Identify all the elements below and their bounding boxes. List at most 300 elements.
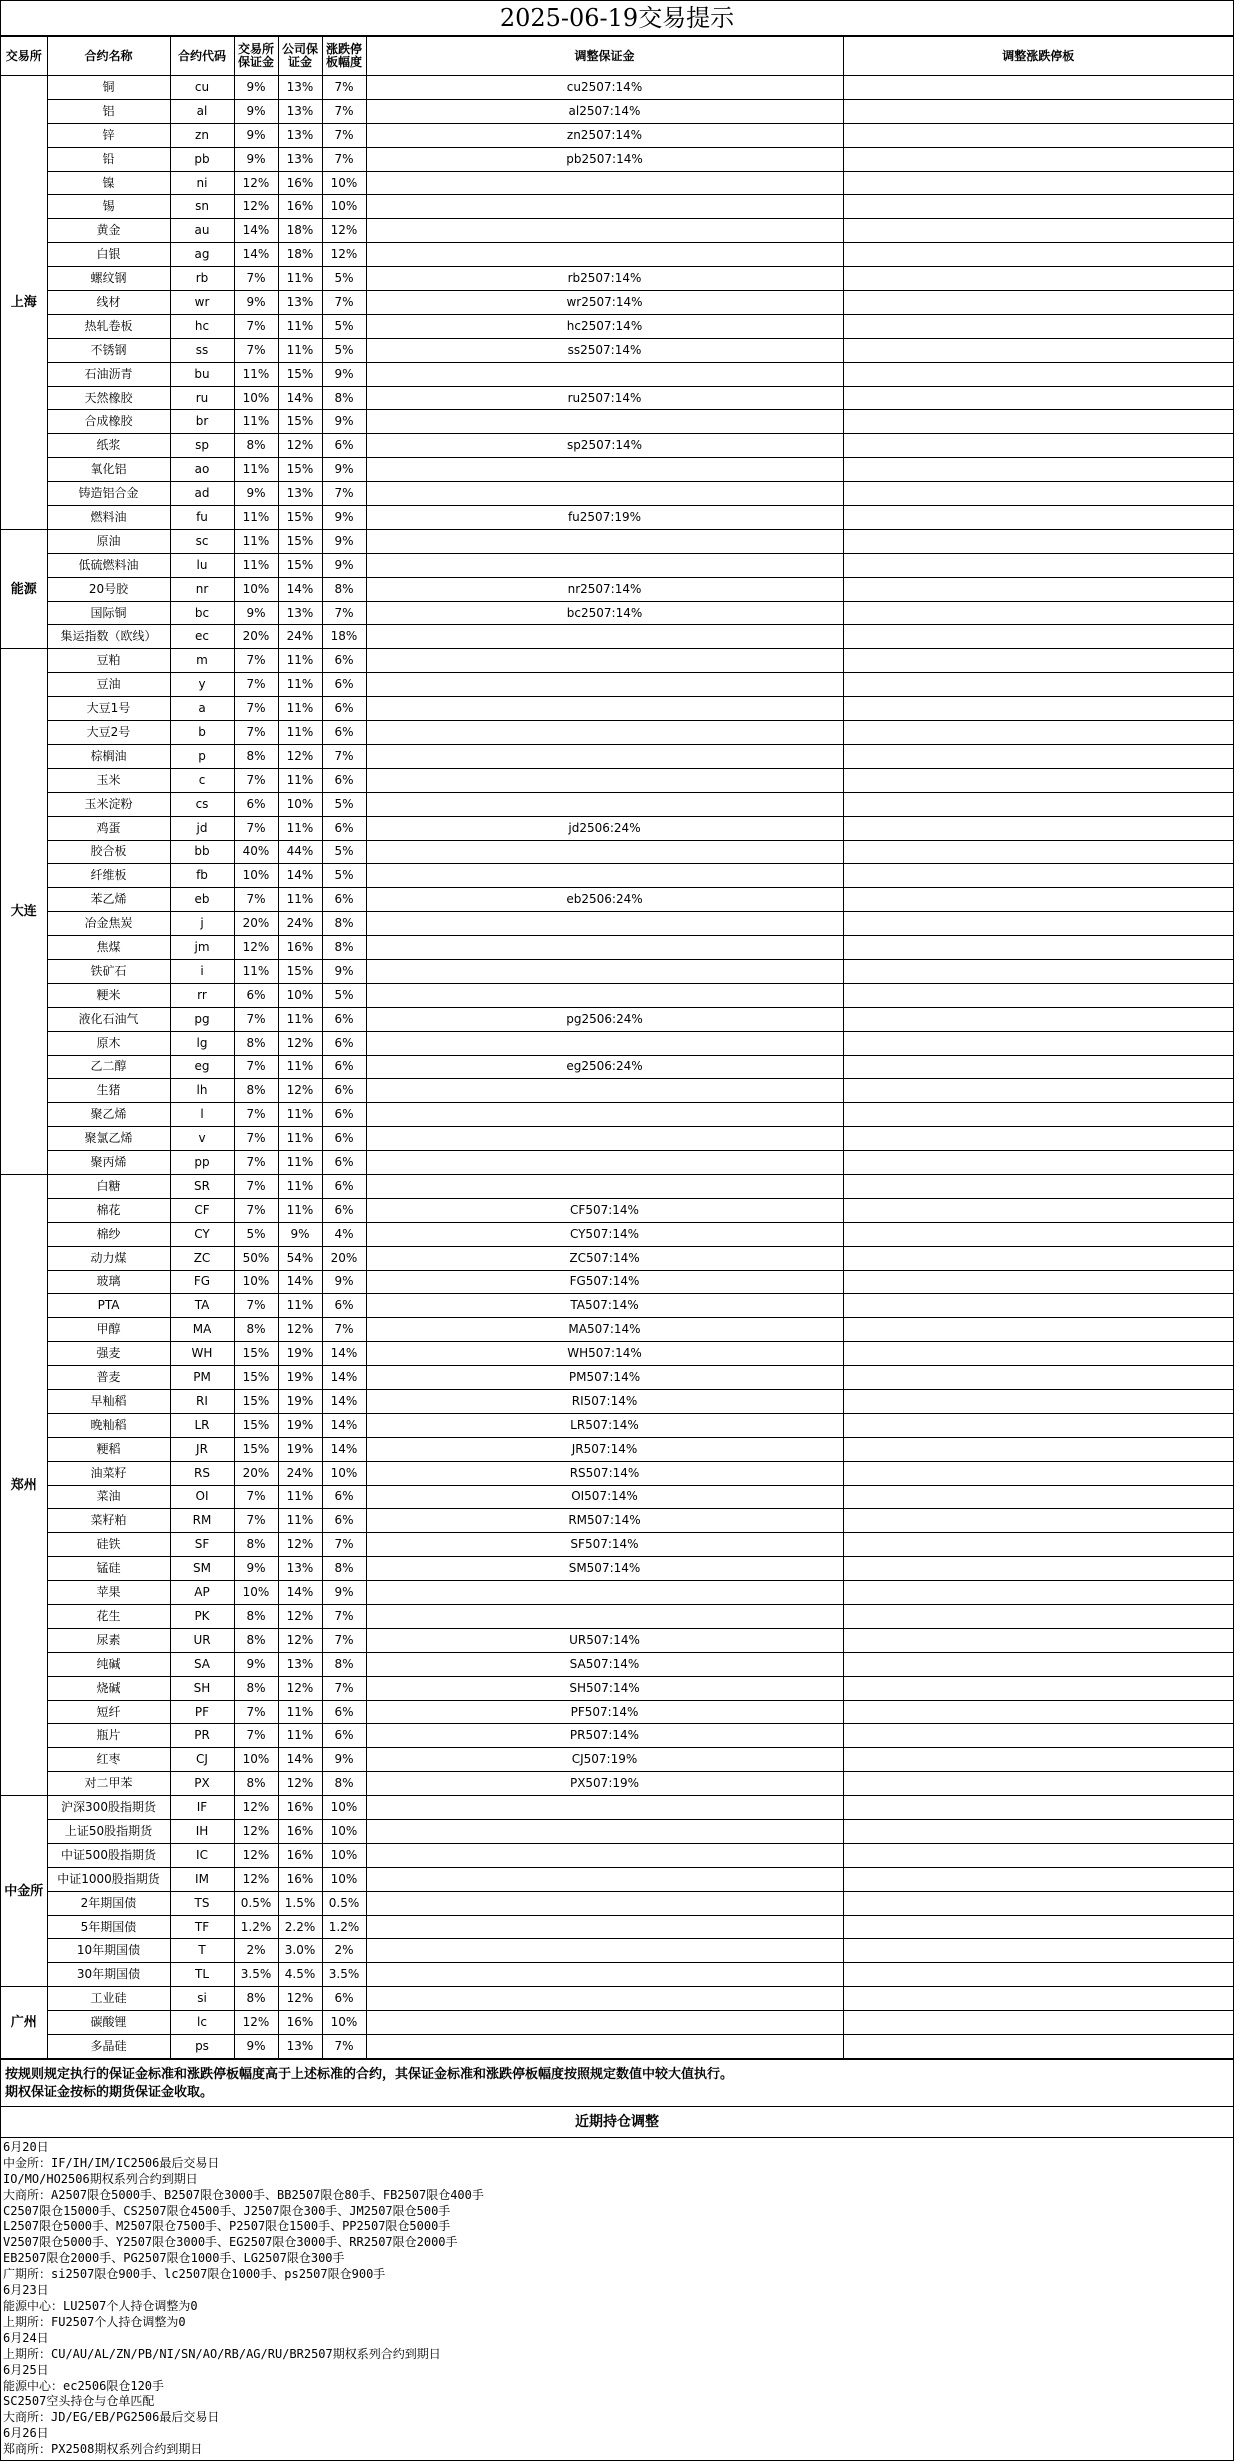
adjust-margin-cell (366, 840, 843, 864)
contract-name-cell: 锡 (47, 195, 170, 219)
adjust-margin-cell (366, 1963, 843, 1987)
adjust-margin-cell: ZC507:14% (366, 1246, 843, 1270)
adjust-margin-cell (366, 1151, 843, 1175)
adjust-limit-cell (843, 267, 1233, 291)
table-row (1, 1748, 1233, 1772)
table-row (1, 1389, 1233, 1413)
contract-name-cell: 菜油 (47, 1485, 170, 1509)
adjust-limit-cell (843, 864, 1233, 888)
contract-name-cell: 石油沥青 (47, 362, 170, 386)
table-row (1, 458, 1233, 482)
table-row (1, 768, 1233, 792)
contract-code-cell: rr (170, 983, 234, 1007)
exchange-margin-cell: 7% (234, 697, 278, 721)
contract-name-cell: 冶金焦炭 (47, 912, 170, 936)
contract-code-cell: v (170, 1127, 234, 1151)
exchange-margin-cell: 0.5% (234, 1891, 278, 1915)
company-margin-cell: 11% (278, 1198, 322, 1222)
exchange-margin-cell: 7% (234, 1509, 278, 1533)
contract-code-cell: FG (170, 1270, 234, 1294)
exchange-margin-cell: 7% (234, 1174, 278, 1198)
contract-name-cell: 豆粕 (47, 649, 170, 673)
adjust-margin-cell (366, 1891, 843, 1915)
adjust-margin-cell (366, 458, 843, 482)
contract-code-cell: bu (170, 362, 234, 386)
table-row (1, 744, 1233, 768)
notes (1, 2059, 1233, 2106)
company-margin-cell: 11% (278, 1151, 322, 1175)
contract-code-cell: sc (170, 529, 234, 553)
adjust-margin-cell: FG507:14% (366, 1270, 843, 1294)
limit-cell: 6% (322, 1031, 366, 1055)
adjust-limit-cell (843, 1700, 1233, 1724)
recent-line: 6月24日 (3, 2330, 49, 2345)
adjust-margin-cell: ss2507:14% (366, 338, 843, 362)
adjust-limit-cell (843, 362, 1233, 386)
contract-name-cell: 螺纹钢 (47, 267, 170, 291)
table-row (1, 1533, 1233, 1557)
contract-code-cell: IC (170, 1843, 234, 1867)
limit-cell: 4% (322, 1222, 366, 1246)
company-margin-cell: 13% (278, 76, 322, 100)
limit-cell: 6% (322, 1103, 366, 1127)
limit-cell: 5% (322, 314, 366, 338)
contract-code-cell: p (170, 744, 234, 768)
adjust-margin-cell (366, 410, 843, 434)
contract-code-cell: PX (170, 1772, 234, 1796)
company-margin-cell: 12% (278, 1079, 322, 1103)
company-margin-cell: 24% (278, 625, 322, 649)
adjust-limit-cell (843, 1628, 1233, 1652)
limit-cell: 5% (322, 864, 366, 888)
adjust-margin-cell: rb2507:14% (366, 267, 843, 291)
contract-name-cell: 尿素 (47, 1628, 170, 1652)
company-margin-cell: 16% (278, 2011, 322, 2035)
table-row (1, 792, 1233, 816)
table-row (1, 553, 1233, 577)
recent-line: 中金所：IF/IH/IM/IC2506最后交易日 (3, 2155, 220, 2170)
limit-cell: 7% (322, 2035, 366, 2059)
company-margin-cell: 19% (278, 1437, 322, 1461)
table-row (1, 1772, 1233, 1796)
exchange-cell: 郑州 (1, 1174, 47, 1795)
adjust-limit-cell (843, 1366, 1233, 1390)
limit-cell: 7% (322, 744, 366, 768)
limit-cell: 9% (322, 1270, 366, 1294)
adjust-margin-cell (366, 1581, 843, 1605)
table-row (1, 1652, 1233, 1676)
contract-name-cell: 原木 (47, 1031, 170, 1055)
company-margin-cell: 11% (278, 1509, 322, 1533)
table-row (1, 1461, 1233, 1485)
contract-name-cell: 5年期国债 (47, 1915, 170, 1939)
exchange-margin-cell: 7% (234, 1700, 278, 1724)
limit-cell: 6% (322, 1987, 366, 2011)
contract-code-cell: TA (170, 1294, 234, 1318)
adjust-limit-cell (843, 912, 1233, 936)
exchange-margin-cell: 8% (234, 1676, 278, 1700)
adjust-limit-cell (843, 983, 1233, 1007)
header-exchange-margin: 交易所保证金 (234, 37, 278, 76)
adjust-limit-cell (843, 1509, 1233, 1533)
limit-cell: 10% (322, 171, 366, 195)
table-row (1, 291, 1233, 315)
company-margin-cell: 15% (278, 959, 322, 983)
limit-cell: 7% (322, 1318, 366, 1342)
exchange-margin-cell: 6% (234, 983, 278, 1007)
table-row (1, 1437, 1233, 1461)
recent-line: V2507限仓5000手、Y2507限仓3000手、EG2507限仓3000手、RR2507限仓2000手 (3, 2235, 458, 2250)
contract-name-cell: 甲醇 (47, 1318, 170, 1342)
company-margin-cell: 11% (278, 1103, 322, 1127)
company-margin-cell: 15% (278, 506, 322, 530)
adjust-limit-cell (843, 601, 1233, 625)
contract-code-cell: PK (170, 1605, 234, 1629)
adjust-limit-cell (843, 123, 1233, 147)
adjust-limit-cell (843, 1748, 1233, 1772)
contract-name-cell: 普麦 (47, 1366, 170, 1390)
adjust-limit-cell (843, 434, 1233, 458)
adjust-limit-cell (843, 1533, 1233, 1557)
contract-name-cell: 上证50股指期货 (47, 1820, 170, 1844)
contract-name-cell: 棉花 (47, 1198, 170, 1222)
adjust-limit-cell (843, 171, 1233, 195)
table-row (1, 1939, 1233, 1963)
adjust-limit-cell (843, 1222, 1233, 1246)
contract-code-cell: c (170, 768, 234, 792)
contract-name-cell: 10年期国债 (47, 1939, 170, 1963)
company-margin-cell: 12% (278, 1987, 322, 2011)
contract-code-cell: lc (170, 2011, 234, 2035)
contract-name-cell: 大豆1号 (47, 697, 170, 721)
exchange-margin-cell: 8% (234, 1031, 278, 1055)
table-row (1, 529, 1233, 553)
adjust-margin-cell (366, 1820, 843, 1844)
recent-line: SC2507空头持仓与仓单匹配 (3, 2394, 155, 2409)
contract-code-cell: ao (170, 458, 234, 482)
contract-name-cell: 铜 (47, 76, 170, 100)
limit-cell: 9% (322, 1581, 366, 1605)
adjust-margin-cell (366, 625, 843, 649)
company-margin-cell: 11% (278, 649, 322, 673)
limit-cell: 9% (322, 410, 366, 434)
table-row (1, 1509, 1233, 1533)
table-row (1, 1294, 1233, 1318)
adjust-limit-cell (843, 1772, 1233, 1796)
limit-cell: 6% (322, 1294, 366, 1318)
adjust-margin-cell (366, 1843, 843, 1867)
limit-cell: 2% (322, 1939, 366, 1963)
contract-name-cell: 胶合板 (47, 840, 170, 864)
contract-name-cell: 中证1000股指期货 (47, 1867, 170, 1891)
adjust-margin-cell (366, 1174, 843, 1198)
adjust-limit-cell (843, 1437, 1233, 1461)
exchange-margin-cell: 8% (234, 1318, 278, 1342)
table-row (1, 314, 1233, 338)
adjust-margin-cell (366, 1867, 843, 1891)
adjust-margin-cell (366, 1103, 843, 1127)
contract-name-cell: 线材 (47, 291, 170, 315)
exchange-margin-cell: 50% (234, 1246, 278, 1270)
contract-code-cell: LR (170, 1413, 234, 1437)
contract-code-cell: b (170, 721, 234, 745)
table-row (1, 959, 1233, 983)
exchange-margin-cell: 7% (234, 1103, 278, 1127)
contract-name-cell: 玻璃 (47, 1270, 170, 1294)
adjust-margin-cell: CJ507:19% (366, 1748, 843, 1772)
adjust-margin-cell (366, 697, 843, 721)
header-limit: 涨跌停板幅度 (322, 37, 366, 76)
contract-code-cell: ru (170, 386, 234, 410)
exchange-margin-cell: 8% (234, 1987, 278, 2011)
limit-cell: 10% (322, 2011, 366, 2035)
contract-code-cell: lu (170, 553, 234, 577)
contract-name-cell: 锌 (47, 123, 170, 147)
adjust-limit-cell (843, 1318, 1233, 1342)
adjust-limit-cell (843, 1557, 1233, 1581)
adjust-margin-cell (366, 673, 843, 697)
company-margin-cell: 19% (278, 1389, 322, 1413)
contract-code-cell: pp (170, 1151, 234, 1175)
limit-cell: 6% (322, 1127, 366, 1151)
contract-name-cell: 对二甲苯 (47, 1772, 170, 1796)
company-margin-cell: 11% (278, 1700, 322, 1724)
company-margin-cell: 12% (278, 1772, 322, 1796)
exchange-margin-cell: 11% (234, 362, 278, 386)
company-margin-cell: 11% (278, 816, 322, 840)
table-row (1, 1031, 1233, 1055)
adjust-limit-cell (843, 936, 1233, 960)
table-row (1, 1987, 1233, 2011)
table-row (1, 1198, 1233, 1222)
company-margin-cell: 13% (278, 482, 322, 506)
exchange-margin-cell: 2% (234, 1939, 278, 1963)
contract-code-cell: sn (170, 195, 234, 219)
limit-cell: 9% (322, 458, 366, 482)
adjust-limit-cell (843, 1270, 1233, 1294)
limit-cell: 5% (322, 338, 366, 362)
contract-name-cell: 乙二醇 (47, 1055, 170, 1079)
adjust-margin-cell (366, 553, 843, 577)
contract-name-cell: 油菜籽 (47, 1461, 170, 1485)
adjust-limit-cell (843, 458, 1233, 482)
limit-cell: 8% (322, 912, 366, 936)
adjust-margin-cell (366, 792, 843, 816)
contract-name-cell: 氧化铝 (47, 458, 170, 482)
company-margin-cell: 24% (278, 1461, 322, 1485)
exchange-margin-cell: 8% (234, 744, 278, 768)
adjust-limit-cell (843, 482, 1233, 506)
adjust-margin-cell (366, 744, 843, 768)
table-row (1, 1342, 1233, 1366)
limit-cell: 7% (322, 291, 366, 315)
limit-cell: 6% (322, 434, 366, 458)
exchange-margin-cell: 1.2% (234, 1915, 278, 1939)
company-margin-cell: 11% (278, 1724, 322, 1748)
exchange-margin-cell: 7% (234, 816, 278, 840)
adjust-limit-cell (843, 1389, 1233, 1413)
limit-cell: 7% (322, 147, 366, 171)
table-row (1, 816, 1233, 840)
limit-cell: 10% (322, 1796, 366, 1820)
adjust-limit-cell (843, 1820, 1233, 1844)
company-margin-cell: 14% (278, 386, 322, 410)
contract-name-cell: 铁矿石 (47, 959, 170, 983)
adjust-margin-cell (366, 768, 843, 792)
recent-line: 6月25日 (3, 2362, 49, 2377)
contract-code-cell: SF (170, 1533, 234, 1557)
table-row (1, 1820, 1233, 1844)
exchange-margin-cell: 15% (234, 1366, 278, 1390)
recent-line: C2507限仓15000手、CS2507限仓4500手、J2507限仓300手、JM2507限仓500手 (3, 2203, 451, 2218)
contract-code-cell: pb (170, 147, 234, 171)
contract-name-cell: 焦煤 (47, 936, 170, 960)
contract-name-cell: 强麦 (47, 1342, 170, 1366)
adjust-margin-cell (366, 1915, 843, 1939)
contract-code-cell: CY (170, 1222, 234, 1246)
table-row (1, 2011, 1233, 2035)
adjust-limit-cell (843, 888, 1233, 912)
limit-cell: 6% (322, 816, 366, 840)
exchange-cell: 上海 (1, 76, 47, 530)
adjust-margin-cell: PR507:14% (366, 1724, 843, 1748)
contract-code-cell: l (170, 1103, 234, 1127)
contract-name-cell: 低硫燃料油 (47, 553, 170, 577)
limit-cell: 6% (322, 649, 366, 673)
adjust-limit-cell (843, 1987, 1233, 2011)
contract-code-cell: cu (170, 76, 234, 100)
contract-code-cell: WH (170, 1342, 234, 1366)
limit-cell: 7% (322, 99, 366, 123)
company-margin-cell: 14% (278, 1581, 322, 1605)
table-row (1, 386, 1233, 410)
adjust-margin-cell (366, 983, 843, 1007)
adjust-margin-cell: ru2507:14% (366, 386, 843, 410)
recent-line: 6月23日 (3, 2283, 49, 2298)
contract-name-cell: 早籼稻 (47, 1389, 170, 1413)
contract-name-cell: 工业硅 (47, 1987, 170, 2011)
company-margin-cell: 18% (278, 219, 322, 243)
contract-name-cell: 鸡蛋 (47, 816, 170, 840)
exchange-margin-cell: 12% (234, 171, 278, 195)
adjust-margin-cell: JR507:14% (366, 1437, 843, 1461)
contract-name-cell: 白银 (47, 243, 170, 267)
limit-cell: 9% (322, 553, 366, 577)
adjust-margin-cell (366, 1939, 843, 1963)
adjust-limit-cell (843, 386, 1233, 410)
adjust-margin-cell: eb2506:24% (366, 888, 843, 912)
contract-code-cell: RM (170, 1509, 234, 1533)
contract-name-cell: 铝 (47, 99, 170, 123)
company-margin-cell: 4.5% (278, 1963, 322, 1987)
contract-code-cell: lh (170, 1079, 234, 1103)
contract-code-cell: PR (170, 1724, 234, 1748)
adjust-limit-cell (843, 1724, 1233, 1748)
table-row (1, 912, 1233, 936)
table-row (1, 1891, 1233, 1915)
contract-code-cell: wr (170, 291, 234, 315)
contract-code-cell: hc (170, 314, 234, 338)
contract-code-cell: RI (170, 1389, 234, 1413)
exchange-margin-cell: 10% (234, 864, 278, 888)
contract-code-cell: RS (170, 1461, 234, 1485)
company-margin-cell: 18% (278, 243, 322, 267)
limit-cell: 6% (322, 1724, 366, 1748)
exchange-margin-cell: 15% (234, 1413, 278, 1437)
exchange-margin-cell: 11% (234, 553, 278, 577)
contract-name-cell: 原油 (47, 529, 170, 553)
contract-name-cell: 合成橡胶 (47, 410, 170, 434)
company-margin-cell: 9% (278, 1222, 322, 1246)
table-row (1, 649, 1233, 673)
contract-code-cell: jd (170, 816, 234, 840)
adjust-margin-cell: OI507:14% (366, 1485, 843, 1509)
exchange-cell: 能源 (1, 529, 47, 648)
adjust-limit-cell (843, 721, 1233, 745)
limit-cell: 12% (322, 219, 366, 243)
adjust-limit-cell (843, 1461, 1233, 1485)
table-row (1, 1843, 1233, 1867)
limit-cell: 7% (322, 1605, 366, 1629)
contract-name-cell: 黄金 (47, 219, 170, 243)
exchange-margin-cell: 9% (234, 601, 278, 625)
company-margin-cell: 11% (278, 697, 322, 721)
limit-cell: 7% (322, 76, 366, 100)
limit-cell: 6% (322, 888, 366, 912)
contract-name-cell: 粳米 (47, 983, 170, 1007)
exchange-margin-cell: 10% (234, 1748, 278, 1772)
contract-name-cell: 苯乙烯 (47, 888, 170, 912)
exchange-margin-cell: 14% (234, 243, 278, 267)
adjust-limit-cell (843, 1676, 1233, 1700)
adjust-margin-cell: bc2507:14% (366, 601, 843, 625)
adjust-margin-cell (366, 362, 843, 386)
adjust-limit-cell (843, 338, 1233, 362)
table-row (1, 99, 1233, 123)
contract-name-cell: 纯碱 (47, 1652, 170, 1676)
table-row (1, 601, 1233, 625)
limit-cell: 8% (322, 577, 366, 601)
company-margin-cell: 14% (278, 577, 322, 601)
adjust-margin-cell: PF507:14% (366, 1700, 843, 1724)
contract-name-cell: 国际铜 (47, 601, 170, 625)
adjust-margin-cell (366, 529, 843, 553)
limit-cell: 7% (322, 1676, 366, 1700)
exchange-margin-cell: 6% (234, 792, 278, 816)
page-title: 2025-06-19交易提示 (1, 1, 1233, 36)
limit-cell: 6% (322, 1151, 366, 1175)
company-margin-cell: 13% (278, 123, 322, 147)
limit-cell: 0.5% (322, 1891, 366, 1915)
adjust-margin-cell: jd2506:24% (366, 816, 843, 840)
adjust-limit-cell (843, 1246, 1233, 1270)
adjust-limit-cell (843, 506, 1233, 530)
contract-code-cell: br (170, 410, 234, 434)
exchange-margin-cell: 15% (234, 1342, 278, 1366)
table-row (1, 434, 1233, 458)
limit-cell: 9% (322, 959, 366, 983)
exchange-margin-cell: 20% (234, 1461, 278, 1485)
company-margin-cell: 13% (278, 2035, 322, 2059)
contract-name-cell: 玉米 (47, 768, 170, 792)
limit-cell: 20% (322, 1246, 366, 1270)
contract-name-cell: 生猪 (47, 1079, 170, 1103)
contract-name-cell: 纸浆 (47, 434, 170, 458)
recent-title: 近期持仓调整 (1, 2106, 1233, 2138)
limit-cell: 1.2% (322, 1915, 366, 1939)
company-margin-cell: 11% (278, 1294, 322, 1318)
company-margin-cell: 12% (278, 1676, 322, 1700)
